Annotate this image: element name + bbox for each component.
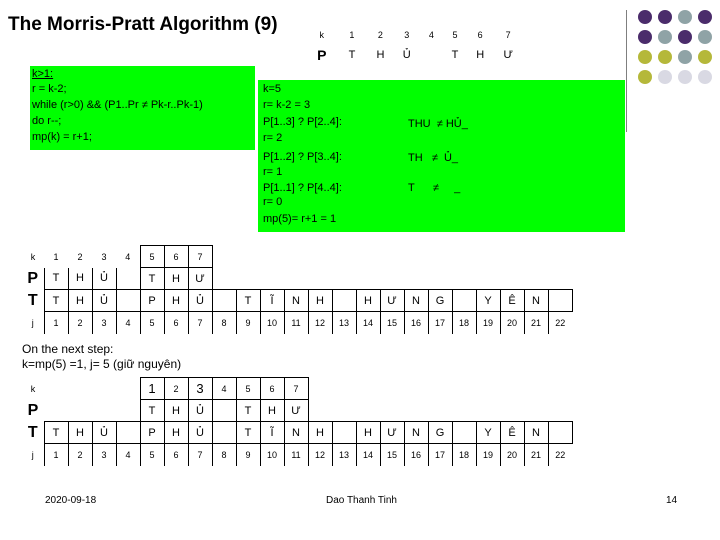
cell: Ĩ: [260, 422, 284, 444]
cell: N: [524, 422, 548, 444]
cell: [212, 290, 236, 312]
cell: 5: [140, 444, 164, 466]
cell: 2: [68, 444, 92, 466]
cell: 6: [260, 378, 284, 400]
cell: H: [308, 290, 332, 312]
cell: 21: [524, 312, 548, 334]
cell: 18: [452, 444, 476, 466]
cell: 2: [68, 312, 92, 334]
cell: H: [164, 290, 188, 312]
cell: 13: [332, 444, 356, 466]
trace-line: r= 1: [263, 166, 283, 178]
row-label-p: P: [27, 269, 39, 287]
cell: 19: [476, 444, 500, 466]
footer-date: 2020-09-18: [45, 495, 97, 506]
cell: 1: [53, 251, 59, 262]
trace-box: [258, 80, 625, 232]
cell: [116, 422, 140, 444]
cell: 7: [188, 444, 212, 466]
cell: 1: [44, 312, 68, 334]
cell: 5: [236, 378, 260, 400]
cell: 9: [236, 444, 260, 466]
cell: T: [140, 400, 164, 422]
cell: T: [44, 290, 68, 312]
cell: 7: [505, 30, 511, 40]
dot-icon: [638, 30, 652, 44]
cell: H: [376, 49, 385, 61]
cell: 3: [101, 251, 107, 262]
algorithm-box: [30, 66, 255, 150]
cell: H: [164, 268, 188, 290]
row-label-k: k: [319, 30, 325, 40]
compare-text: THU ≠ HỦ_: [408, 118, 468, 130]
algorithm-line: do r--;: [32, 115, 62, 127]
cell: [548, 422, 572, 444]
top-pattern-table: [307, 25, 523, 65]
row-label-j: j: [31, 317, 34, 328]
dot-icon: [638, 70, 652, 84]
compare-text: TH ≠ Ủ_: [408, 152, 459, 164]
cell: 16: [404, 312, 428, 334]
cell: T: [236, 290, 260, 312]
cell: 7: [188, 246, 212, 268]
cell: 3: [188, 378, 212, 400]
cell: 15: [380, 312, 404, 334]
cell: N: [404, 422, 428, 444]
algorithm-line: mp(k) = r+1;: [32, 131, 92, 143]
row-label-k: k: [30, 251, 36, 262]
cell: 20: [500, 312, 524, 334]
cell: [332, 422, 356, 444]
compare-text: T ≠ _: [408, 182, 461, 194]
cell: Ủ: [188, 290, 212, 312]
cell: 17: [428, 312, 452, 334]
cell: Ư: [503, 49, 513, 61]
cell: 5: [140, 246, 164, 268]
cell: [116, 268, 140, 290]
cell: 10: [260, 312, 284, 334]
cell: 8: [212, 312, 236, 334]
matching-table-1: [22, 245, 573, 334]
dot-icon: [698, 30, 712, 44]
trace-line: mp(5)= r+1 = 1: [263, 213, 337, 225]
cell: [212, 422, 236, 444]
cell: P: [140, 290, 164, 312]
trace-line: r= 0: [263, 196, 283, 208]
cell: 1: [44, 444, 68, 466]
algorithm-line: while (r>0) && (P1..Pr ≠ Pk-r..Pk-1): [32, 99, 203, 111]
cell: Ủ: [92, 290, 116, 312]
cell: N: [284, 290, 308, 312]
cell: [420, 45, 443, 65]
cell: H: [164, 400, 188, 422]
cell: Ủ: [188, 422, 212, 444]
slide-title: The Morris-Pratt Algorithm (9): [8, 14, 278, 35]
dot-icon: [638, 50, 652, 64]
cell: 10: [260, 444, 284, 466]
dot-icon: [698, 70, 712, 84]
trace-line: P[1..2] ? P[3..4]:: [263, 151, 342, 163]
cell: H: [164, 422, 188, 444]
cell: T: [348, 49, 356, 61]
algorithm-line: k>1:: [32, 68, 54, 80]
cell: 1: [140, 378, 164, 400]
cell: H: [68, 290, 92, 312]
dot-icon: [698, 50, 712, 64]
cell: 14: [356, 444, 380, 466]
cell: 12: [308, 444, 332, 466]
cell: Ủ: [402, 49, 411, 61]
cell: 2: [164, 378, 188, 400]
cell: N: [524, 290, 548, 312]
cell: 5: [140, 312, 164, 334]
cell: H: [356, 422, 380, 444]
dot-icon: [658, 70, 672, 84]
cell: 8: [212, 444, 236, 466]
dot-icon: [658, 50, 672, 64]
cell: 15: [380, 444, 404, 466]
cell: Ư: [284, 400, 308, 422]
cell: [548, 290, 572, 312]
cell: [332, 290, 356, 312]
dot-icon: [678, 50, 692, 64]
cell: 2: [77, 251, 83, 262]
cell: H: [476, 49, 485, 61]
cell: G: [428, 422, 452, 444]
trace-line: P[1..3] ? P[2..4]:: [263, 116, 342, 128]
dot-icon: [678, 70, 692, 84]
next-step-heading: On the next step:: [22, 342, 114, 356]
dot-icon: [678, 10, 692, 24]
cell: Ư: [380, 290, 404, 312]
dot-icon: [658, 30, 672, 44]
cell: 18: [452, 312, 476, 334]
cell: Ủ: [188, 400, 212, 422]
cell: Y: [476, 422, 500, 444]
cell: T: [140, 268, 164, 290]
cell: 6: [164, 246, 188, 268]
cell: T: [451, 49, 459, 61]
cell: 4: [116, 444, 140, 466]
cell: T: [44, 268, 68, 290]
row-label-k: k: [30, 383, 36, 394]
cell: 12: [308, 312, 332, 334]
next-step-detail: k=mp(5) =1, j= 5 (giữ nguyên): [22, 357, 182, 371]
cell: 2: [377, 30, 383, 40]
trace-line: k=5: [263, 83, 282, 95]
dot-icon: [658, 10, 672, 24]
cell: T: [236, 400, 260, 422]
cell: 6: [477, 30, 483, 40]
cell: 7: [188, 312, 212, 334]
cell: Ủ: [92, 422, 116, 444]
dot-icon: [638, 10, 652, 24]
cell: G: [428, 290, 452, 312]
dot-icon: [698, 10, 712, 24]
footer-author: Dao Thanh Tinh: [326, 495, 397, 506]
trace-line: r= k-2 = 3: [263, 99, 311, 111]
cell: H: [260, 400, 284, 422]
cell: 4: [116, 312, 140, 334]
row-label-p: P: [27, 401, 39, 419]
cell: 17: [428, 444, 452, 466]
cell: Ư: [188, 268, 212, 290]
cell: Y: [476, 290, 500, 312]
row-label-j: j: [31, 449, 34, 460]
cell: 5: [452, 30, 458, 40]
cell: 3: [92, 444, 116, 466]
trace-line: r= 2: [263, 132, 283, 144]
cell: T: [236, 422, 260, 444]
cell: 11: [284, 444, 308, 466]
cell: T: [44, 422, 68, 444]
trace-line: P[1..1] ? P[4..4]:: [263, 182, 342, 194]
cell: N: [284, 422, 308, 444]
cell: [452, 422, 476, 444]
cell: Ủ: [92, 268, 116, 290]
cell: 22: [548, 312, 572, 334]
algorithm-line: r = k-2;: [32, 83, 67, 95]
cell: Ê: [500, 290, 524, 312]
cell: 4: [212, 378, 236, 400]
row-label-p: P: [317, 47, 327, 63]
cell: H: [68, 422, 92, 444]
decorative-dots: [636, 8, 716, 88]
cell: 6: [164, 312, 188, 334]
divider-line: [626, 10, 627, 132]
cell: [212, 400, 236, 422]
cell: 16: [404, 444, 428, 466]
cell: 13: [332, 312, 356, 334]
cell: 3: [92, 312, 116, 334]
cell: 14: [356, 312, 380, 334]
dot-icon: [678, 30, 692, 44]
cell: N: [404, 290, 428, 312]
cell: Ĩ: [260, 290, 284, 312]
cell: 11: [284, 312, 308, 334]
cell: 4: [125, 251, 131, 262]
row-label-t: T: [27, 423, 38, 441]
cell: 19: [476, 312, 500, 334]
cell: 7: [284, 378, 308, 400]
cell: H: [68, 268, 92, 290]
cell: 1: [349, 30, 355, 40]
cell: 3: [404, 30, 410, 40]
cell: Ê: [500, 422, 524, 444]
cell: Ư: [380, 422, 404, 444]
cell: [116, 290, 140, 312]
cell: 6: [164, 444, 188, 466]
cell: H: [356, 290, 380, 312]
cell: 20: [500, 444, 524, 466]
cell: 21: [524, 444, 548, 466]
cell: P: [140, 422, 164, 444]
row-label-t: T: [27, 291, 38, 309]
page-number: 14: [666, 495, 678, 506]
cell: 9: [236, 312, 260, 334]
cell: 4: [428, 30, 434, 40]
cell: [452, 290, 476, 312]
cell: 22: [548, 444, 572, 466]
cell: H: [308, 422, 332, 444]
matching-table-2: [22, 377, 573, 466]
